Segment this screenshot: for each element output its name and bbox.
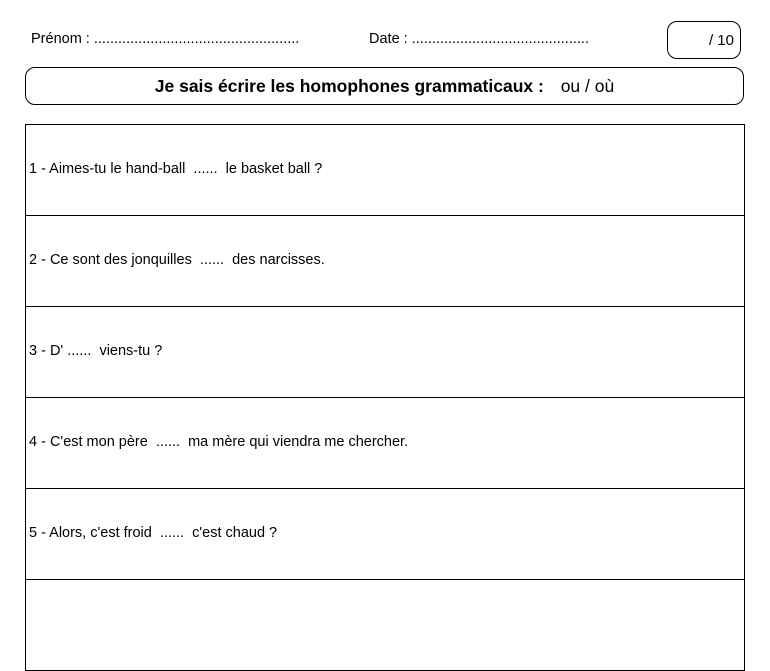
exercise-row xyxy=(26,580,744,671)
exercise-table xyxy=(25,124,745,671)
exercise-text: 4 - C'est mon père ...... ma mère qui viendra me chercher. xyxy=(29,434,409,450)
title-sub: ou / où xyxy=(560,76,615,96)
score-box xyxy=(667,21,741,59)
exercise-row xyxy=(26,398,744,489)
worksheet-header xyxy=(0,0,770,62)
worksheet-title xyxy=(25,67,744,105)
score-label: / 10 xyxy=(708,32,734,49)
exercise-text: 5 - Alors, c'est froid ...... c'est chaud ? xyxy=(29,525,278,541)
date-field: Date : ............................................ xyxy=(369,31,589,47)
exercise-row xyxy=(26,216,744,307)
exercise-text: 1 - Aimes-tu le hand-ball ...... le basket ball ? xyxy=(29,161,323,177)
exercise-text: 2 - Ce sont des jonquilles ...... des narcisses. xyxy=(29,252,325,268)
name-field: Prénom : ................................................... xyxy=(31,31,300,47)
title-main: Je sais écrire les homophones grammaticaux : xyxy=(154,76,544,96)
exercise-text: 3 - D' ...... viens-tu ? xyxy=(29,343,163,359)
exercise-row xyxy=(26,307,744,398)
exercise-row xyxy=(26,125,744,216)
exercise-row xyxy=(26,489,744,580)
